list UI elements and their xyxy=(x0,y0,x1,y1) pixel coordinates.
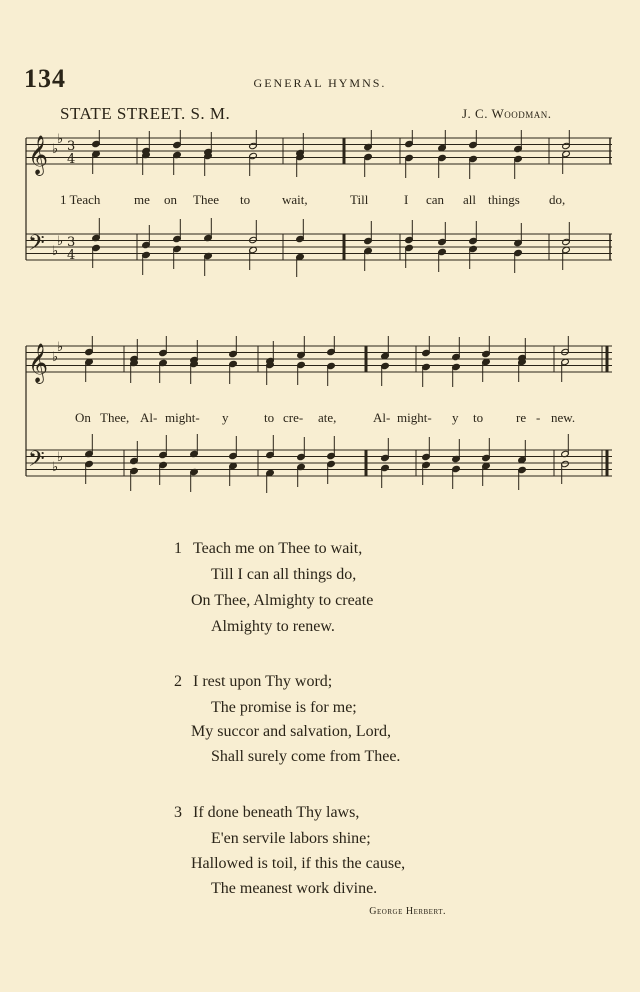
lyric-syllable: to xyxy=(264,410,275,425)
composer: J. C. Woodman. xyxy=(462,106,552,121)
flat-icon: ♭ xyxy=(57,132,64,147)
verse-line: The meanest work divine. xyxy=(211,880,378,897)
lyric-syllable: might- xyxy=(397,410,432,425)
time-signature: 3 xyxy=(67,139,76,154)
lyric-syllable: Till xyxy=(350,192,369,207)
lyric-syllable: on xyxy=(164,192,177,207)
flat-icon: ♭ xyxy=(57,340,64,355)
lyrics-line-1 xyxy=(0,192,640,212)
lyric-syllable: - xyxy=(536,410,541,425)
verse-line: On Thee, Almighty to create xyxy=(191,592,374,609)
lyric-syllable: can xyxy=(426,192,445,207)
flat-icon: ♭ xyxy=(57,450,64,465)
lyric-syllable: On xyxy=(75,410,91,425)
flat-icon: ♭ xyxy=(52,460,59,475)
lyric-syllable: Thee xyxy=(193,192,219,207)
lyrics-line-2 xyxy=(0,410,640,430)
treble-clef-icon: 𝄞 xyxy=(28,135,49,175)
time-signature: 4 xyxy=(67,152,76,167)
page-number: 134 xyxy=(24,64,66,93)
lyric-syllable: new. xyxy=(551,410,576,425)
verse-line: Hallowed is toil, if this the cause, xyxy=(191,855,406,872)
treble-clef-icon: 𝄞 xyxy=(28,343,49,383)
verse-line: The promise is for me; xyxy=(211,699,357,716)
flat-icon: ♭ xyxy=(52,350,59,365)
stanza-number: 2 xyxy=(174,673,182,690)
verse-line: If done beneath Thy laws, xyxy=(193,804,360,821)
lyric-syllable: to xyxy=(473,410,484,425)
lyric-syllable: Al- xyxy=(140,410,158,425)
lyric-syllable: might- xyxy=(165,410,200,425)
lyric-syllable: Thee, xyxy=(100,410,130,425)
lyric-syllable: 1 Teach xyxy=(60,192,101,207)
bass-clef-icon: 𝄢 xyxy=(28,231,45,261)
running-head: GENERAL HYMNS. xyxy=(253,76,387,90)
tune-title: STATE STREET. S. M. xyxy=(60,104,231,123)
bass-clef-icon: 𝄢 xyxy=(28,447,45,477)
lyric-syllable: to xyxy=(240,192,251,207)
stanza-number: 3 xyxy=(174,804,182,821)
lyric-syllable: y xyxy=(452,410,459,425)
lyric-syllable: I xyxy=(404,192,409,207)
verse-line: My succor and salvation, Lord, xyxy=(191,723,391,740)
flat-icon: ♭ xyxy=(57,234,64,249)
time-signature: 4 xyxy=(67,248,76,263)
lyric-syllable: ate, xyxy=(318,410,337,425)
lyric-syllable: me xyxy=(134,192,150,207)
verse-line: E'en servile labors shine; xyxy=(211,830,371,847)
hymn-author: George Herbert. xyxy=(369,906,446,917)
verse-line: I rest upon Thy word; xyxy=(193,673,333,690)
flat-icon: ♭ xyxy=(52,244,59,259)
stanza-number: 1 xyxy=(174,540,182,557)
lyric-syllable: all xyxy=(463,192,476,207)
lyric-syllable: re xyxy=(516,410,527,425)
verse-line: Teach me on Thee to wait, xyxy=(193,540,363,557)
verse-line: Till I can all things do, xyxy=(211,566,357,583)
lyric-syllable: y xyxy=(222,410,229,425)
verse-line: Shall surely come from Thee. xyxy=(211,748,401,765)
lyric-syllable: Al- xyxy=(373,410,391,425)
lyric-syllable: wait, xyxy=(282,192,308,207)
lyric-syllable: do, xyxy=(549,192,566,207)
time-signature: 3 xyxy=(67,235,76,250)
flat-icon: ♭ xyxy=(52,142,59,157)
lyric-syllable: cre- xyxy=(283,410,304,425)
verse-line: Almighty to renew. xyxy=(211,618,335,635)
lyric-syllable: things xyxy=(488,192,520,207)
